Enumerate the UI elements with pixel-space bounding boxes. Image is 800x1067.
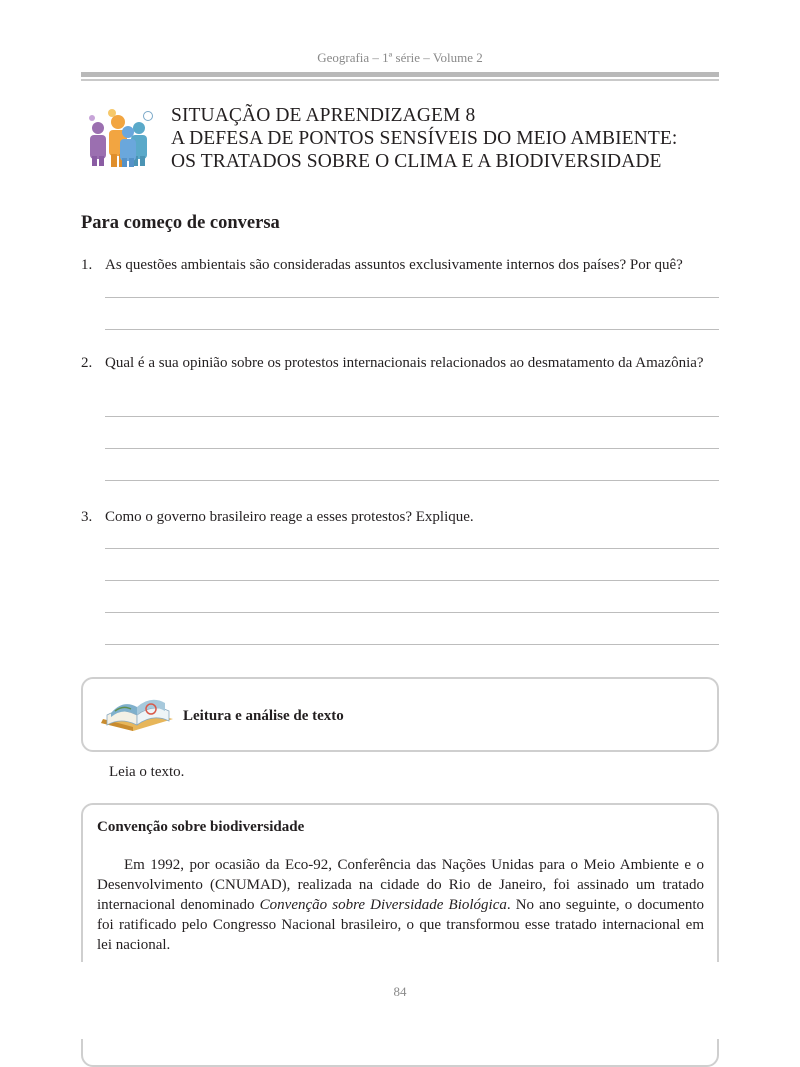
people-group-icon xyxy=(84,108,160,168)
answer-line[interactable] xyxy=(105,297,719,298)
question-number: 1. xyxy=(81,257,93,273)
question-1 xyxy=(81,256,719,275)
answer-line[interactable] xyxy=(105,416,719,417)
situation-title-line-1: SITUAÇÃO DE APRENDIZAGEM 8 xyxy=(171,105,476,126)
body-text-part-2: . No ano seguinte, o documento foi ratificado pelo Congresso Nacional brasileiro, o que transformou esse tratado internacional em lei nacional. xyxy=(97,897,704,953)
answer-line[interactable] xyxy=(105,548,719,549)
reading-text-body xyxy=(97,855,704,955)
reading-section-box xyxy=(81,677,719,752)
answer-line[interactable] xyxy=(105,612,719,613)
question-text: Qual é a sua opinião sobre os protestos internacionais relacionados ao desmatamento da Amazônia? xyxy=(105,355,704,371)
answer-line[interactable] xyxy=(105,448,719,449)
question-3 xyxy=(81,508,719,527)
reading-section-label: Leitura e análise de texto xyxy=(183,708,344,724)
body-text-part-1: Em 1992, por ocasião da Eco-92, Conferência das Nações Unidas para o Meio Ambiente e o Desenvolvimento (CNUMAD), realizada na cidade do Rio de Janeiro, foi assinado um tratado internacional denominado xyxy=(97,857,704,913)
question-text: As questões ambientais são consideradas assuntos exclusivamente internos dos países? Por quê? xyxy=(105,257,683,273)
answer-line[interactable] xyxy=(105,480,719,481)
situation-title-line-2: A DEFESA DE PONTOS SENSÍVEIS DO MEIO AMBIENTE: xyxy=(171,128,678,149)
body-text-italic-title: Convenção sobre Diversidade Biológica xyxy=(259,897,507,913)
question-number: 3. xyxy=(81,509,93,525)
page-number: 84 xyxy=(393,984,407,999)
page-bottom-margin xyxy=(0,962,800,1039)
answer-line[interactable] xyxy=(105,580,719,581)
situation-title xyxy=(171,104,731,173)
header-rule xyxy=(81,72,719,77)
question-text: Como o governo brasileiro reage a esses protestos? Explique. xyxy=(105,509,474,525)
open-book-icon xyxy=(97,689,177,739)
header-rule-thin xyxy=(81,79,719,81)
answer-line[interactable] xyxy=(105,329,719,330)
section-title: Para começo de conversa xyxy=(81,213,280,233)
instruction-text: Leia o texto. xyxy=(109,764,185,780)
situation-title-line-3: OS TRATADOS SOBRE O CLIMA E A BIODIVERSIDADE xyxy=(171,151,662,172)
running-header: Geografia – 1ª série – Volume 2 xyxy=(317,50,483,65)
answer-line[interactable] xyxy=(105,644,719,645)
question-2 xyxy=(81,354,719,373)
question-number: 2. xyxy=(81,355,93,371)
reading-text-title: Convenção sobre biodiversidade xyxy=(97,819,305,835)
